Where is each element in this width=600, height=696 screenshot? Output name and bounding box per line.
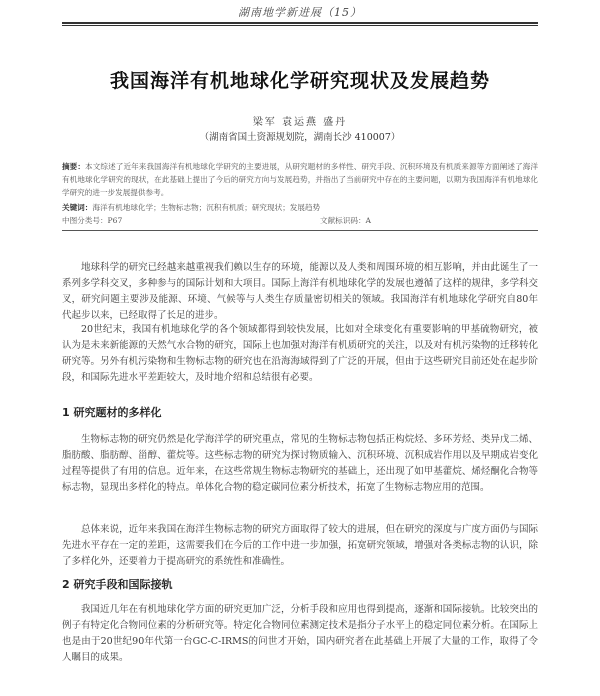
intro-paragraph-2: 20世纪末，我国有机地球化学的各个领域都得到较快发展，比如对全球变化有重要影响的甲基硫物研究，被认为是未来新能源的天然气水合物的研究，国际上也加强对海洋有机质研究的关注，以及对有机污染物的迁移转化研究等。另外有机污染物和生物标志物的研究也在沿海海域得到了广泛的开展，但由于这些研究目前还处在起步阶段，和国际先进水平差距较大，及时地介绍和总结很有必要。 [62,324,538,383]
paper-affiliation: （湖南省国土资源规划院，湖南长沙 410007） [199,132,401,143]
keywords-label: 关键词： [62,203,93,212]
clc-number: 中图分类号：P67 [62,216,123,225]
abstract-label: 摘要： [62,162,86,171]
section-1-paragraph-1: 生物标志物的研究仍然是化学海洋学的研究重点，常见的生物标志物包括正构烷烃、多环芳烃、类异戊二烯、脂肪酸、脂肪醇、甾醇、藿烷等。这些标志物的研究为探讨物质输入、沉积环境、沉积成岩作用以及早期成岩变化过程等提供了有用的信息。近年来，在这些常规生物标志物研究的基础上，还出现了如甲基藿烷、烯烃酮化合物等标志物，显现出多样化的特点。单体化合物的稳定碳同位素分析技术，拓宽了生物标志物应用的范围。 [62,434,538,493]
section-2-paragraph-1: 我国近几年在有机地球化学方面的研究更加广泛，分析手段和应用也得到提高，逐渐和国际接轨。比较突出的例子有特定化合物同位素的分析研究等。特定化合物同位素测定技术是指分子水平上的稳定同位素分析。在国际上也是由于20世纪90年代第一台GC-C-IRMS的问世才开始，国内研究者在此基础上开展了大量的工作，取得了令人瞩目的成果。 [62,604,538,663]
header-rule [62,25,538,26]
abstract-text: 本文综述了近年来我国海洋有机地球化学研究的主要进展，从研究题材的多样性、研究手段、沉积环境及有机质来源等方面阐述了海洋有机地球化学研究的现状，在此基础上提出了今后的研究方向与发展趋势，并指出了当前研究中存在的主要问题，以期为我国海洋有机地球化学研究的进一步发展提供参考。 [62,162,539,197]
section-2-heading: 2 研究手段和国际接轨 [62,578,173,591]
keywords [62,202,538,213]
keywords-text: 海洋有机地球化学；生物标志物；沉积有机质；研究现状；发展趋势 [92,203,321,212]
header-rule [62,22,538,24]
section-1-paragraph-2: 总体来说，近年来我国在海洋生物标志物的研究方面取得了较大的进展，但在研究的深度与广度方面仍与国际先进水平存在一定的差距，这需要我们在今后的工作中进一步加强，拓宽研究领域，增强对各类标志物的认识，除了多样化外，还要着力于提高研究的系统性和准确性。 [62,524,538,567]
abstract-divider [62,230,538,231]
paper-authors: 梁军 袁运燕 盛丹 [252,117,348,128]
section-1-heading: 1 研究题材的多样化 [62,406,162,419]
document-code: 文献标识码：A [320,216,372,225]
classification-row [62,215,538,227]
paper-title: 我国海洋有机地球化学研究现状及发展趋势 [109,70,490,92]
abstract [62,160,538,199]
intro-paragraph-1: 地球科学的研究已经越来越重视我们赖以生存的环境，能源以及人类和周围环境的相互影响，并由此诞生了一系列多学科交叉，多种参与的国际计划和大项目。国际上海洋有机地球化学的发展也遵循了这样的规律，多学科交叉，研究问题主要涉及能源、环境、气候等与人类生存质量密切相关的领域。我国海洋有机地球化学研究自80年代起步以来，已经取得了长足的进步。 [62,262,538,321]
running-header: 湖南地学新进展（15） [238,6,362,19]
